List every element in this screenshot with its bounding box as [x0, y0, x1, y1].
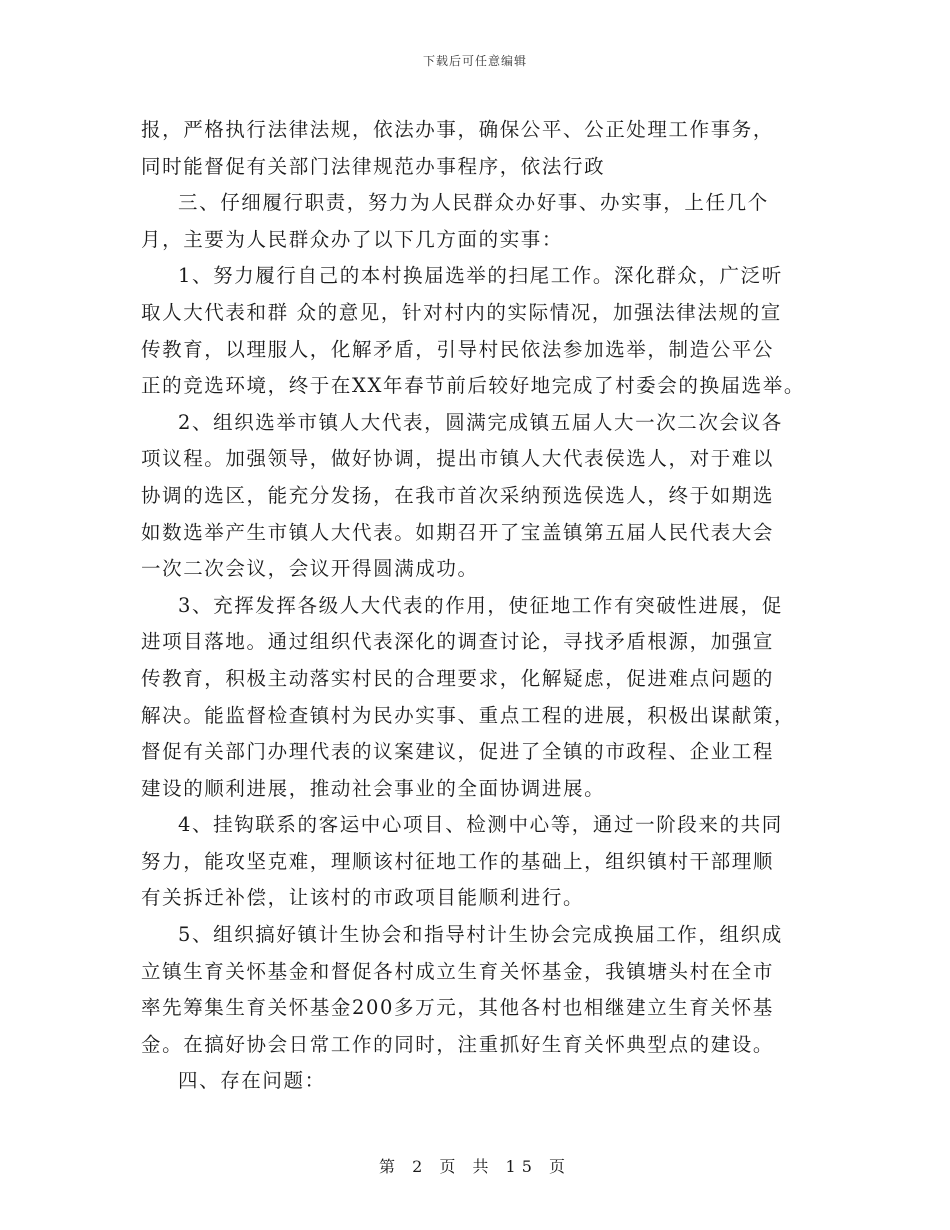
body-line: 同时能督促有关部门法律规范办事程序，依法行政 — [141, 154, 606, 178]
body-line: 传教育，以理服人，化解矛盾，引导村民依法参加选举，制造公平公 — [141, 337, 775, 361]
body-line: 项议程。加强领导，做好协调，提出市镇人大代表侯选人，对于难以 — [141, 447, 775, 471]
body-line: 一次二次会议，会议开得圆满成功。 — [141, 557, 479, 581]
body-line: 率先筹集生育关怀基金200多万元，其他各村也相继建立生育关怀基 — [141, 996, 774, 1020]
list-item-1: 1、努力履行自己的本村换届选举的扫尾工作。深化群众，广泛听 — [178, 264, 783, 288]
body-line: 进项目落地。通过组织代表深化的调查讨论，寻找矛盾根源，加强宣 — [141, 630, 775, 654]
body-line: 月，主要为人民群众办了以下几方面的实事： — [141, 227, 564, 251]
body-line: 立镇生育关怀基金和督促各村成立生育关怀基金，我镇塘头村在全市 — [141, 959, 775, 983]
body-line: 解决。能监督检查镇村为民办实事、重点工程的进展，积极出谋献策， — [141, 703, 796, 727]
body-line: 金。在搞好协会日常工作的同时，注重抓好生育关怀典型点的建设。 — [141, 1032, 775, 1056]
document-body — [141, 112, 821, 1100]
list-item-2: 2、组织选举市镇人大代表，圆满完成镇五届人大一次二次会议各 — [178, 410, 783, 434]
body-line: 有关拆迁补偿，让该村的市政项目能顺利进行。 — [141, 886, 585, 910]
body-line: 如数选举产生市镇人大代表。如期召开了宝盖镇第五届人民代表大会 — [141, 520, 775, 544]
body-line: 报，严格执行法律法规，依法办事，确保公平、公正处理工作事务， — [141, 118, 775, 141]
body-line: 督促有关部门办理代表的议案建议，促进了全镇的市政程、企业工程 — [141, 740, 775, 764]
list-item-3: 3、充挥发挥各级人大代表的作用，使征地工作有突破性进展，促 — [178, 593, 783, 617]
body-line: 传教育，积极主动落实村民的合理要求，化解疑虑，促进难点问题的 — [141, 666, 775, 690]
body-line: 正的竞选环境，终于在XX年春节前后较好地完成了村委会的换届选举。 — [141, 374, 805, 398]
body-line: 取人大代表和群 众的意见，针对村内的实际情况，加强法律法规的宣 — [141, 300, 782, 324]
body-line: 协调的选区，能充分发扬，在我市首次采纳预选侯选人，终于如期选 — [141, 483, 775, 507]
list-item-4: 4、挂钩联系的客运中心项目、检测中心等，通过一阶段来的共同 — [178, 813, 783, 837]
page-number: 第 2 页 共 15 页 — [379, 1157, 571, 1176]
list-item-5: 5、组织搞好镇计生协会和指导村计生协会完成换届工作，组织成 — [178, 923, 783, 947]
body-line: 努力，能攻坚克难，理顺该村征地工作的基础上，组织镇村干部理顺 — [141, 849, 775, 873]
page-header: 下载后可任意编辑 — [422, 54, 527, 68]
section-heading: 四、存在问题： — [178, 1069, 326, 1093]
section-heading: 三、仔细履行职责，努力为人民群众办好事、办实事，上任几个 — [178, 191, 769, 215]
body-line: 建设的顺利进展，推动社会事业的全面协调进展。 — [141, 776, 606, 800]
